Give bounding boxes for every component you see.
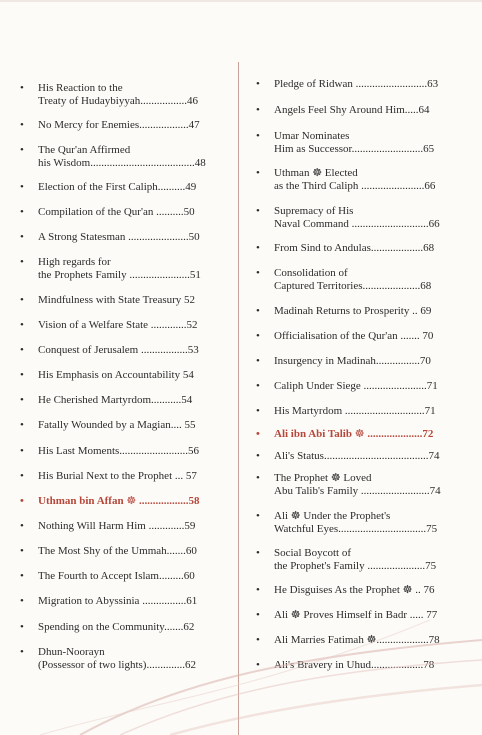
left-entry[interactable]	[20, 646, 225, 672]
entry-text	[274, 428, 461, 441]
entry-line: High regards for	[38, 256, 111, 268]
bullet-icon: •	[256, 242, 260, 254]
entry-text	[274, 104, 461, 117]
entry-line: (Possessor of two lights)..............62	[38, 659, 196, 671]
entry-line: Vision of a Welfare State .............52	[38, 319, 198, 331]
entry-line: the Prophet's Family .....................75	[274, 560, 437, 572]
entry-line: The Prophet ☸ Loved	[274, 472, 372, 484]
bullet-icon: •	[20, 495, 24, 507]
bullet-icon: •	[256, 104, 260, 116]
bullet-icon: •	[20, 595, 24, 607]
bullet-icon: •	[20, 570, 24, 582]
entry-line: Ali Marries Fatimah ☸...................78	[274, 634, 440, 646]
entry-text	[274, 659, 461, 672]
entry-line: Supremacy of His	[274, 205, 354, 217]
entry-line: Migration to Abyssinia ................61	[38, 595, 198, 607]
bullet-icon: •	[20, 445, 24, 457]
bullet-icon: •	[20, 545, 24, 557]
entry-text	[38, 545, 225, 558]
entry-text	[38, 181, 225, 194]
entry-line: His Emphasis on Accountability 54	[38, 369, 194, 381]
right-entry[interactable]	[256, 428, 461, 441]
bullet-icon: •	[20, 520, 24, 532]
entry-text	[38, 570, 225, 583]
entry-text	[274, 405, 461, 418]
bullet-icon: •	[20, 369, 24, 381]
entry-text	[38, 495, 225, 508]
entry-line: His Last Moments.........................56	[38, 445, 200, 457]
left-entry[interactable]	[20, 595, 225, 608]
entry-text	[274, 472, 461, 498]
entry-line: He Cherished Martyrdom...........54	[38, 394, 193, 406]
left-entry[interactable]	[20, 206, 225, 219]
right-entry[interactable]	[256, 510, 461, 536]
entry-text	[274, 78, 461, 91]
entry-text	[274, 242, 461, 255]
entry-line: Conquest of Jerusalem .................53	[38, 344, 199, 356]
entry-text	[38, 256, 225, 282]
left-entry[interactable]	[20, 621, 225, 634]
bullet-icon: •	[256, 510, 260, 522]
entry-line: Captured Territories.....................68	[274, 280, 432, 292]
entry-text	[274, 130, 461, 156]
bullet-icon: •	[20, 621, 24, 633]
entry-line: His Burial Next to the Prophet ... 57	[38, 470, 197, 482]
right-entry[interactable]	[256, 609, 461, 622]
bullet-icon: •	[20, 119, 24, 131]
entry-line: Social Boycott of	[274, 547, 351, 559]
right-entry[interactable]	[256, 355, 461, 368]
bullet-icon: •	[256, 78, 260, 90]
right-entry[interactable]	[256, 205, 461, 231]
entry-line: Abu Talib's Family .........................74	[274, 485, 441, 497]
right-entry[interactable]	[256, 78, 461, 91]
right-entry[interactable]	[256, 450, 461, 463]
entry-text	[38, 344, 225, 357]
entry-text	[38, 119, 225, 132]
entry-line: Ali's Status......................................74	[274, 450, 440, 462]
left-entry[interactable]	[20, 394, 225, 407]
bullet-icon: •	[256, 584, 260, 596]
entry-text	[274, 380, 461, 393]
entry-text	[274, 547, 461, 573]
entry-text	[274, 205, 461, 231]
left-entry[interactable]	[20, 545, 225, 558]
entry-text	[38, 621, 225, 634]
entry-text	[274, 267, 461, 293]
right-entry[interactable]	[256, 104, 461, 117]
entry-text	[38, 144, 225, 170]
right-entry[interactable]	[256, 130, 461, 156]
entry-line: The Most Shy of the Ummah.......60	[38, 545, 197, 557]
left-entry[interactable]	[20, 520, 225, 533]
bullet-icon: •	[256, 330, 260, 342]
bullet-icon: •	[256, 472, 260, 484]
bullet-icon: •	[256, 267, 260, 279]
right-entry[interactable]	[256, 584, 461, 597]
entry-text	[38, 369, 225, 382]
left-entry[interactable]	[20, 294, 225, 307]
left-entry[interactable]	[20, 344, 225, 357]
entry-line: Election of the First Caliph..........49	[38, 181, 197, 193]
entry-line: Ali ☸ Under the Prophet's	[274, 510, 391, 522]
entry-text	[274, 609, 461, 622]
entry-line: his Wisdom......................................48	[38, 157, 206, 169]
entry-line: Umar Nominates	[274, 130, 350, 142]
entry-text	[38, 394, 225, 407]
right-entry[interactable]	[256, 547, 461, 573]
entry-line: The Qur'an Affirmed	[38, 144, 131, 156]
entry-line: Spending on the Community.......62	[38, 621, 195, 633]
bullet-icon: •	[256, 634, 260, 646]
entry-line: Pledge of Ridwan ..........................63	[274, 78, 439, 90]
left-entry[interactable]	[20, 495, 225, 508]
entry-line: His Reaction to the	[38, 82, 123, 94]
entry-line: as the Third Caliph .......................66	[274, 180, 436, 192]
entry-line: the Prophets Family ......................51	[38, 269, 201, 281]
right-entry[interactable]	[256, 242, 461, 255]
right-entry[interactable]	[256, 634, 461, 647]
entry-line: Nothing Will Harm Him .............59	[38, 520, 196, 532]
entry-text	[274, 305, 461, 318]
left-entry[interactable]	[20, 119, 225, 132]
entry-line: From Sind to Andulas...................68	[274, 242, 435, 254]
entry-line: Fatally Wounded by a Magian.... 55	[38, 419, 196, 431]
entry-text	[274, 167, 461, 193]
bullet-icon: •	[20, 181, 24, 193]
entry-line: The Fourth to Accept Islam.........60	[38, 570, 195, 582]
entry-line: Dhun-Noorayn	[38, 646, 105, 658]
entry-text	[38, 595, 225, 608]
entry-text	[38, 419, 225, 432]
entry-text	[38, 231, 225, 244]
bullet-icon: •	[256, 305, 260, 317]
right-entry[interactable]	[256, 167, 461, 193]
bullet-icon: •	[20, 344, 24, 356]
bullet-icon: •	[256, 547, 260, 559]
bullet-icon: •	[20, 419, 24, 431]
entry-text	[38, 294, 225, 307]
entry-line: Mindfulness with State Treasury 52	[38, 294, 196, 306]
entry-line: Ali ibn Abi Talib ☸ ....................72	[274, 428, 434, 440]
entry-text	[38, 520, 225, 533]
entry-text	[274, 510, 461, 536]
entry-line: Officialisation of the Qur'an ....... 70	[274, 330, 434, 342]
bullet-icon: •	[256, 355, 260, 367]
bullet-icon: •	[20, 394, 24, 406]
right-entry[interactable]	[256, 267, 461, 293]
entry-line: His Martyrdom .............................71	[274, 405, 436, 417]
bullet-icon: •	[20, 646, 24, 658]
entry-text	[38, 445, 225, 458]
column-divider	[238, 62, 239, 735]
entry-line: Uthman ☸ Elected	[274, 167, 358, 179]
bullet-icon: •	[256, 428, 260, 440]
bullet-icon: •	[256, 659, 260, 671]
entry-line: Ali's Bravery in Uhud...................78	[274, 659, 435, 671]
left-entry[interactable]	[20, 181, 225, 194]
left-entry[interactable]	[20, 144, 225, 170]
left-entry[interactable]	[20, 470, 225, 483]
entry-line: Ali ☸ Proves Himself in Badr ..... 77	[274, 609, 438, 621]
entry-line: Consolidation of	[274, 267, 348, 279]
entry-line: Watchful Eyes................................75	[274, 523, 438, 535]
bullet-icon: •	[256, 450, 260, 462]
bullet-icon: •	[256, 609, 260, 621]
bullet-icon: •	[256, 205, 260, 217]
left-entry[interactable]	[20, 369, 225, 382]
entry-text	[274, 450, 461, 463]
left-entry[interactable]	[20, 319, 225, 332]
entry-text	[38, 319, 225, 332]
bullet-icon: •	[20, 294, 24, 306]
left-entry[interactable]	[20, 445, 225, 458]
bullet-icon: •	[256, 167, 260, 179]
left-entry[interactable]	[20, 419, 225, 432]
bullet-icon: •	[20, 470, 24, 482]
entry-text	[38, 470, 225, 483]
entry-line: Uthman bin Affan ☸ ..................58	[38, 495, 200, 507]
entry-text	[38, 82, 225, 108]
bullet-icon: •	[20, 319, 24, 331]
entry-line: Madinah Returns to Prosperity .. 69	[274, 305, 432, 317]
right-entry[interactable]	[256, 330, 461, 343]
bullet-icon: •	[20, 144, 24, 156]
entry-line: No Mercy for Enemies..................47	[38, 119, 200, 131]
left-entry[interactable]	[20, 231, 225, 244]
entry-text	[274, 634, 461, 647]
entry-line: Angels Feel Shy Around Him.....64	[274, 104, 430, 116]
right-entry[interactable]	[256, 380, 461, 393]
entry-text	[274, 584, 461, 597]
entry-text	[38, 646, 225, 672]
bullet-icon: •	[256, 405, 260, 417]
left-entry[interactable]	[20, 570, 225, 583]
right-entry[interactable]	[256, 472, 461, 498]
entry-line: Treaty of Hudaybiyyah.................46	[38, 95, 198, 107]
entry-line: He Disguises As the Prophet ☸ .. 76	[274, 584, 435, 596]
right-entry[interactable]	[256, 305, 461, 318]
left-entry[interactable]	[20, 82, 225, 108]
entry-line: Naval Command ............................66	[274, 218, 440, 230]
entry-text	[274, 355, 461, 368]
entry-line: A Strong Statesman ......................50	[38, 231, 200, 243]
bullet-icon: •	[20, 256, 24, 268]
bullet-icon: •	[20, 82, 24, 94]
left-entry[interactable]	[20, 256, 225, 282]
entry-line: Him as Successor..........................65	[274, 143, 435, 155]
right-entry[interactable]	[256, 405, 461, 418]
entry-text	[38, 206, 225, 219]
entry-line: Compilation of the Qur'an ..........50	[38, 206, 195, 218]
entry-line: Caliph Under Siege .......................71	[274, 380, 438, 392]
bullet-icon: •	[256, 130, 260, 142]
entry-line: Insurgency in Madinah................70	[274, 355, 431, 367]
right-entry[interactable]	[256, 659, 461, 672]
top-edge-line	[0, 0, 482, 2]
bullet-icon: •	[20, 206, 24, 218]
bullet-icon: •	[256, 380, 260, 392]
bullet-icon: •	[20, 231, 24, 243]
entry-text	[274, 330, 461, 343]
